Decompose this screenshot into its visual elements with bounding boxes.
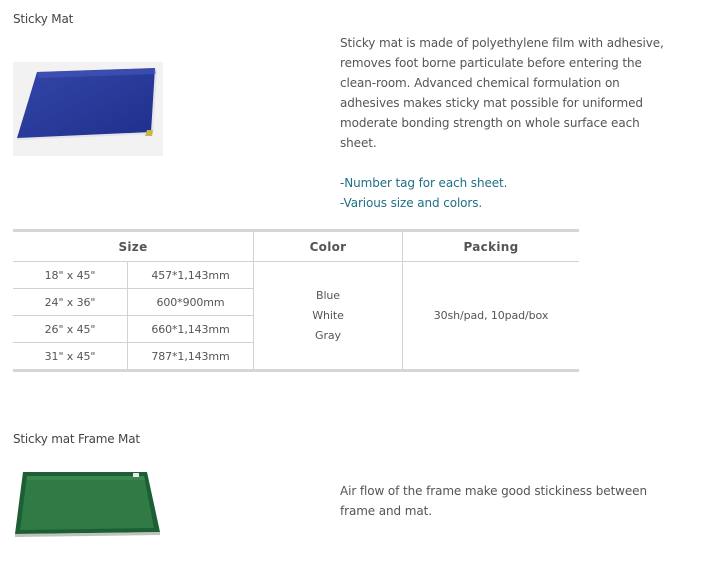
size-mm-cell: 660*1,143mm [128, 316, 254, 343]
packing-cell: 30sh/pad, 10pad/box [403, 262, 580, 371]
sticky-mat-title: Sticky Mat [13, 12, 74, 26]
frame-mat-title: Sticky mat Frame Mat [13, 432, 140, 446]
frame-mat-description [340, 481, 670, 521]
frame-mat-image [13, 470, 163, 538]
size-mm-cell: 457*1,143mm [128, 262, 254, 289]
table-header-row [13, 231, 579, 262]
size-inch-cell: 24" x 36" [13, 289, 128, 316]
size-mm-cell: 787*1,143mm [128, 343, 254, 371]
color-option: Blue [316, 288, 340, 302]
sticky-mat-description [340, 33, 670, 213]
description-line: frame and mat. [340, 504, 432, 518]
description-line: clean-room. Advanced chemical formulation on [340, 76, 620, 90]
size-header: Size [13, 231, 254, 262]
description-line: moderate bonding strength on whole surface each [340, 116, 640, 130]
size-inch-cell: 31" x 45" [13, 343, 128, 371]
description-line: Sticky mat is made of polyethylene film with adhesive, [340, 36, 664, 50]
description-line: sheet. [340, 136, 377, 150]
feature-number-tag: -Number tag for each sheet. [340, 176, 508, 190]
size-inch-cell: 26" x 45" [13, 316, 128, 343]
table-row [13, 262, 579, 289]
feature-various-size: -Various size and colors. [340, 196, 483, 210]
sticky-mat-image [13, 62, 163, 156]
spec-table [13, 229, 579, 372]
packing-header: Packing [403, 231, 580, 262]
color-option: White [312, 308, 344, 322]
description-line: adhesives makes sticky mat possible for uniformed [340, 96, 643, 110]
color-cell [254, 262, 403, 371]
blue-mat-illustration [13, 62, 163, 156]
description-line: removes foot borne particulate before entering the [340, 56, 642, 70]
size-inch-cell: 18" x 45" [13, 262, 128, 289]
color-header: Color [254, 231, 403, 262]
green-frame-mat-illustration [13, 470, 163, 538]
description-line: Air flow of the frame make good stickiness between [340, 484, 647, 498]
color-option: Gray [315, 328, 341, 342]
size-mm-cell: 600*900mm [128, 289, 254, 316]
